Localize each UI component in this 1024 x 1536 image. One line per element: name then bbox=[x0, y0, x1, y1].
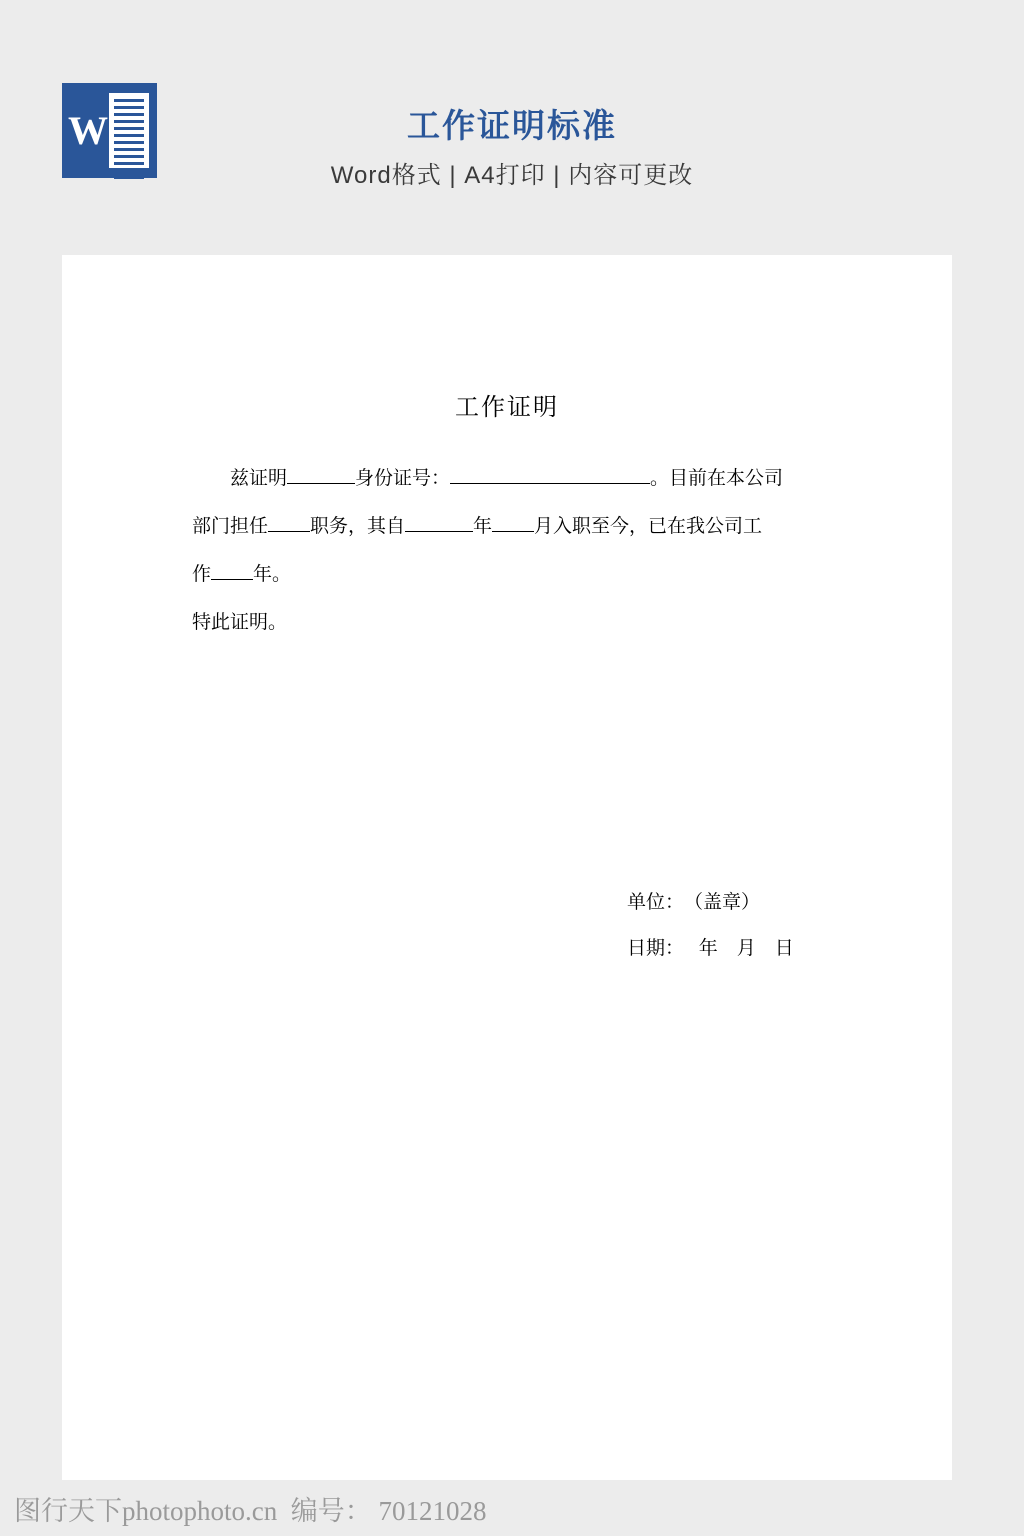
word-logo-letter: W bbox=[68, 108, 108, 153]
start-month-blank[interactable] bbox=[492, 531, 534, 532]
position-blank[interactable] bbox=[268, 531, 310, 532]
document-title: 工作证明 bbox=[455, 394, 559, 421]
signature-unit: 单位： （盖章） bbox=[627, 892, 761, 913]
certify-label: 兹证明 bbox=[230, 468, 288, 489]
paragraph-1-tail: 。目前在本公司 bbox=[650, 468, 784, 489]
id-number-blank[interactable] bbox=[450, 483, 650, 484]
document-body bbox=[192, 455, 832, 647]
page-subtitle: Word格式 | A4打印 | 内容可更改 bbox=[330, 162, 694, 189]
department-label: 部门担任 bbox=[192, 516, 269, 537]
work-duration-label: 作 bbox=[192, 564, 212, 585]
signature-date: 日期： 年 月 日 bbox=[627, 938, 794, 959]
work-years-unit: 年。 bbox=[253, 564, 292, 585]
paragraph-2-tail: 月入职至今，已在我公司工 bbox=[534, 516, 763, 537]
work-years-blank[interactable] bbox=[211, 579, 253, 580]
position-label: 职务，其自 bbox=[310, 516, 406, 537]
year-label: 年 bbox=[473, 516, 493, 537]
name-blank[interactable] bbox=[287, 483, 355, 484]
page-title: 工作证明标准 bbox=[407, 107, 617, 144]
paragraph-2 bbox=[192, 503, 832, 551]
page-footer bbox=[0, 1480, 1024, 1536]
paragraph-4: 特此证明。 bbox=[192, 612, 288, 633]
signature-block bbox=[627, 880, 794, 972]
footer-watermark: 图行天下photophoto.cn 编号： 70121028 bbox=[14, 1496, 487, 1526]
paragraph-1 bbox=[192, 455, 832, 503]
id-number-label: 身份证号： bbox=[355, 468, 451, 489]
document-page bbox=[62, 255, 952, 1480]
start-year-blank[interactable] bbox=[405, 531, 473, 532]
paragraph-3 bbox=[192, 551, 832, 599]
page-header bbox=[0, 0, 1024, 255]
